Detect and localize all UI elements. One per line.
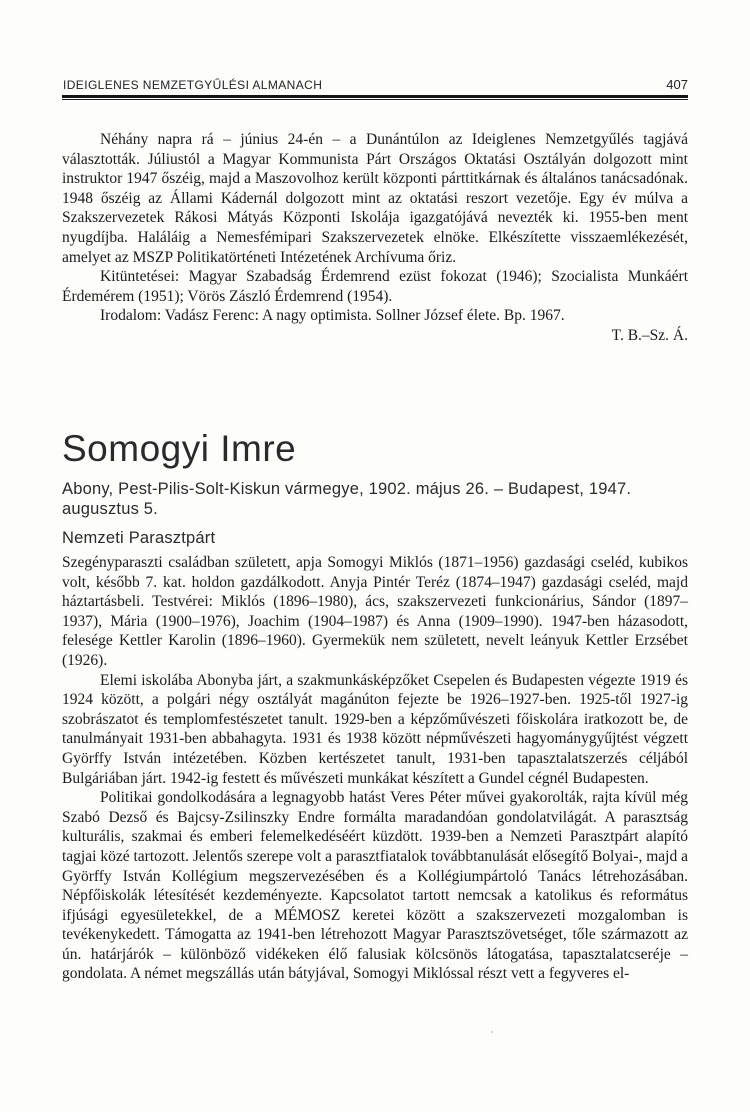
- entry-party-affiliation: Nemzeti Parasztpárt: [62, 529, 216, 547]
- entry-paragraph-politics: Politikai gondolkodására a legnagyobb hatást Veres Péter művei gyakorolták, rajta kívül még Szabó Dezső és Bajcsy-Zsilinszky Endre formálta maradandóan gondolatvilágát. A parasztság kulturális, szakmai és emberi felemelkedéséért küzdött. 1939-ben a Nemzeti Parasztpárt alapító tagjai közé tartozott. Jelentős szerepe volt a parasztfiatalok továbbtanulását elősegítő Bolyai-, majd a Györffy István Kollégium megszervezésében és a Kollégiumpártoló Tanács létrehozásában. Népfőiskolák létesítését kezdeményezte. Kapcsolatot tartott nemcsak a katolikus és református ifjúsági egyesületekkel, de a MÉMOSZ keretei között a szakszervezeti mozgalomban is tevékenykedett. Támogatta az 1941-ben létrehozott Magyar Parasztszövetséget, tőle származott az ún. határjárók – különböző vidékeken élő falusiak kölcsönös látogatása, tapasztalatcseréje – gondolata. A német megszállás után bátyjával, Somogyi Miklóssal részt vett a fegyveres el-: [62, 789, 688, 983]
- running-header: [63, 77, 688, 92]
- intro-paragraph-awards: Kitüntetései: Magyar Szabadság Érdemrend ezüst fokozat (1946); Szocialista Munkáért Érdemérem (1951); Vörös Zászló Érdemrend (1954).: [62, 268, 688, 305]
- previous-entry-text: [62, 130, 688, 346]
- entry-name-heading: Somogyi Imre: [62, 428, 297, 469]
- running-header-title: IDEIGLENES NEMZETGYŰLÉSI ALMANACH: [63, 78, 323, 92]
- header-rule: [62, 95, 688, 98]
- entry-paragraph-education: Elemi iskolába Abonyba járt, a szakmunkásképzőket Csepelen és Budapesten végezte 1919 és 1924 között, a polgári négy osztályát magánúton fejezte be 1926–1927-ben. 1925-től 1927-ig szobrászatot és templomfestészetet tanult. 1929-ben a képzőművészeti főiskolára iratkozott be, de tanulmányait 1931-ben abbahagyta. 1931 és 1938 között népművészeti hagyománygyűjtést végzett Györffy István intézetében. Közben kertészetet tanult, 1931-ben tapasztalatszerzés céljából Bulgáriában járt. 1942-ig festett és művészeti munkákat készített a Gundel cégnél Budapesten.: [62, 671, 688, 787]
- author-initials-signature: T. B.–Sz. Á.: [611, 326, 688, 344]
- entry-header: [62, 429, 688, 548]
- intro-paragraph-biography: Néhány napra rá – június 24-én – a Dunántúlon az Ideiglenes Nemzetgyűlés tagjává választották. Júliustól a Magyar Kommunista Párt Országos Oktatási Osztályán dolgozott mint instruktor 1947 őszéig, majd a Maszovolhoz került központi párttitkárnak és általános tanácsadónak. 1948 őszéig az Állami Kádernál dolgozott mint az oktatási reszort vezetője. Egy év múlva a Szakszervezetek Rákosi Mátyás Központi Iskolája igazgatójává nevezték ki. 1955-ben ment nyugdíjba. Haláláig a Nemesfémipari Szakszervezetek elnöke. Elkészítette visszaemlékezését, amelyet az MSZP Politikatörténeti Intézetének Archívuma őriz.: [62, 131, 688, 266]
- entry-biography-text: [62, 553, 688, 984]
- entry-paragraph-family: Szegényparaszti családban született, apja Somogyi Miklós (1871–1956) gazdasági cseléd, kubikos volt, később 7. kat. holdon gazdálkodott. Anyja Pintér Teréz (1874–1947) gazdasági cseléd, majd háztartásbeli. Testvérei: Miklós (1896–1980), ács, szakszervezeti funkcionárius, Sándor (1897–1937), Mária (1900–1976), Joachim (1904–1987) és Anna (1909–1990). 1947-ben házasodott, felesége Kettler Karolin (1896–1960). Gyermekük nem született, nevelt leányuk Kettler Erzsébet (1926).: [62, 554, 688, 669]
- intro-paragraph-literature: Irodalom: Vadász Ferenc: A nagy optimista. Sollner József élete. Bp. 1967.: [100, 307, 565, 325]
- page-number: 407: [666, 77, 688, 92]
- entry-birth-death-line: Abony, Pest-Pilis-Solt-Kiskun vármegye, 1902. május 26. – Budapest, 1947. augusztus 5.: [62, 480, 632, 518]
- scan-artifact-dot: [491, 1031, 493, 1033]
